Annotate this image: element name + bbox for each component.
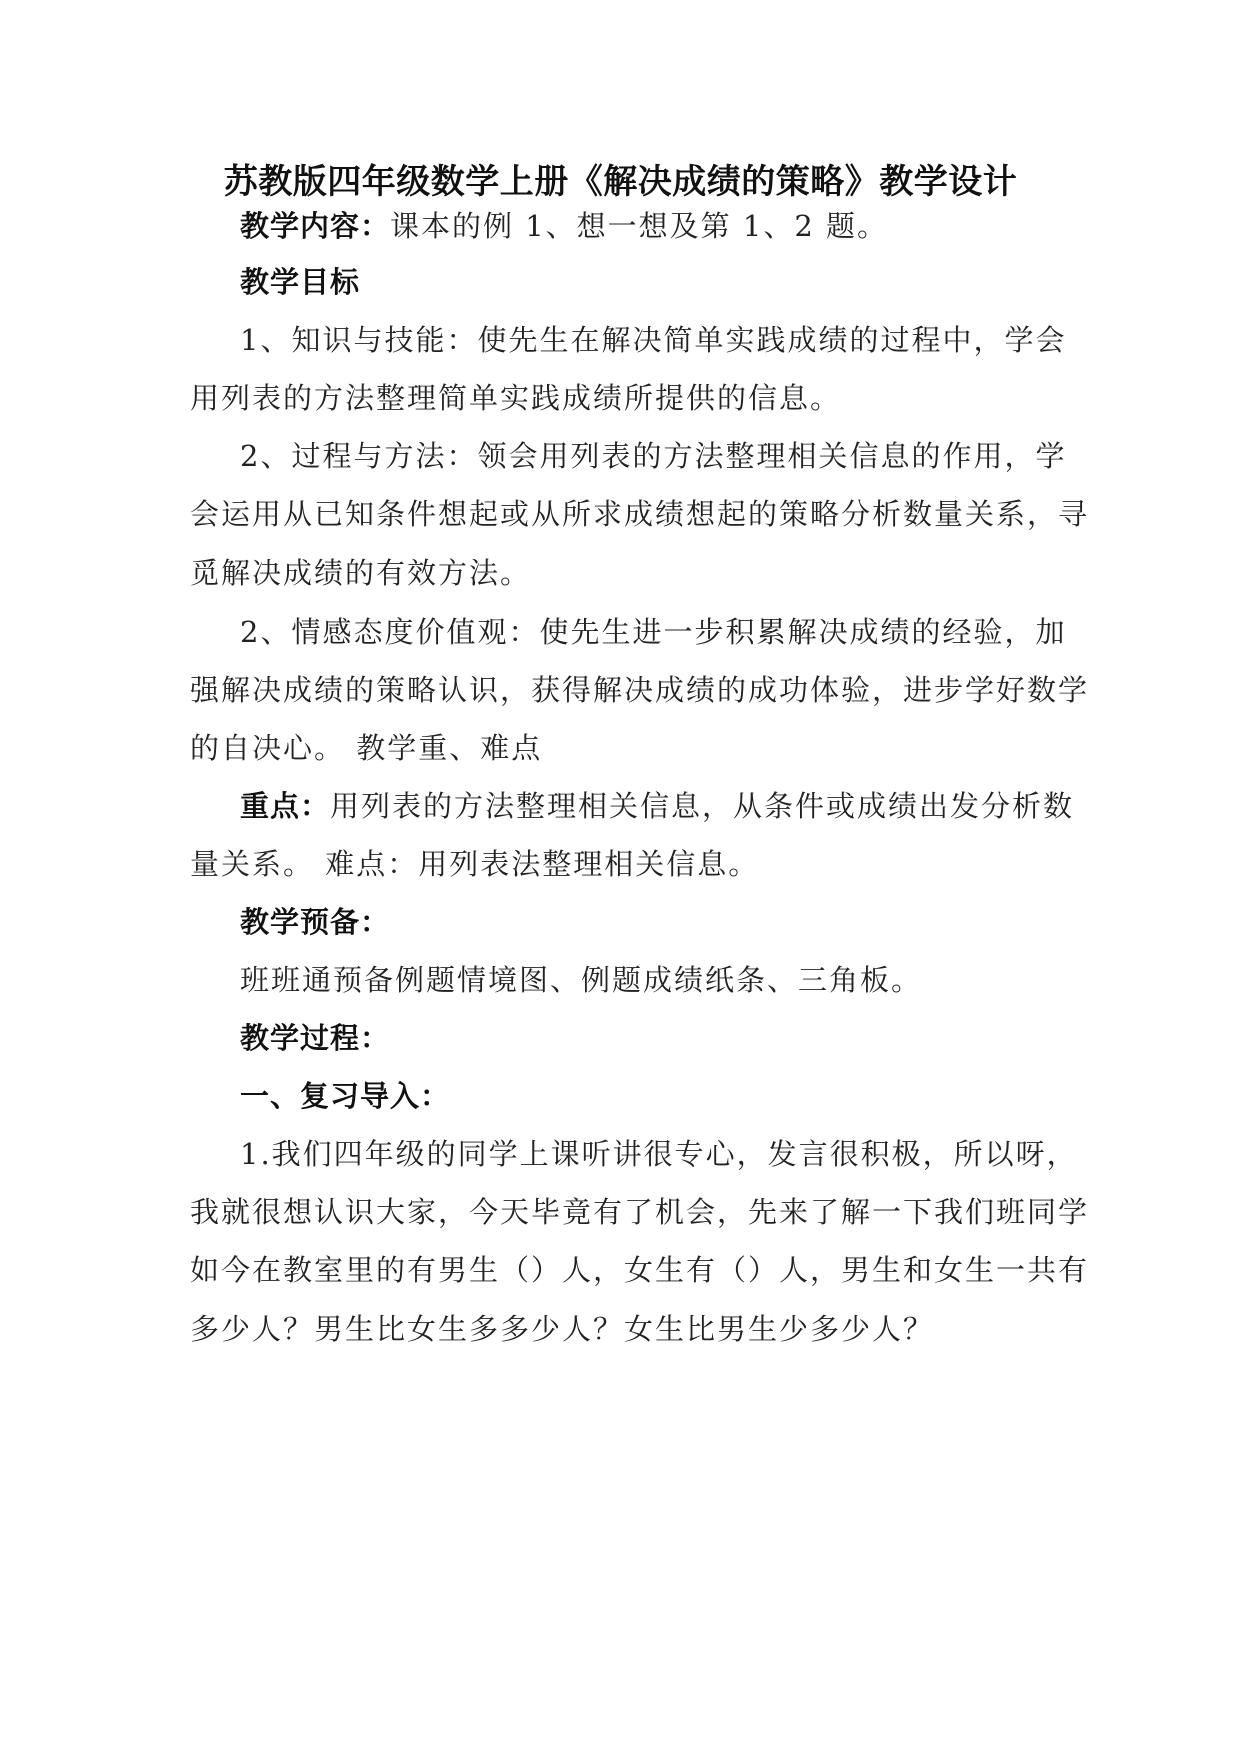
goal-1-line-1: 1、知识与技能：使先生在解决简单实践成绩的过程中，学会	[240, 323, 1067, 357]
goals-heading: 教学目标	[240, 265, 361, 299]
goal-2-line-1: 2、过程与方法：领会用列表的方法整理相关信息的作用，学	[240, 439, 1067, 473]
key-point-line-2: 量关系。 难点：用列表法整理相关信息。	[190, 847, 760, 881]
goal-2-line-3: 觅解决成绩的有效方法。	[190, 556, 532, 590]
teaching-content-label: 教学内容：	[240, 209, 391, 243]
key-point-label: 重点：	[240, 789, 331, 823]
paragraph-1-line-2: 我就很想认识大家，今天毕竟有了机会，先来了解一下我们班同学	[190, 1195, 1090, 1229]
teaching-content-line	[0, 206, 1241, 246]
document-title: 苏教版四年级数学上册《解决成绩的策略》教学设计	[223, 162, 1018, 202]
goal-3-line-1: 2、情感态度价值观：使先生进一步积累解决成绩的经验，加	[240, 615, 1067, 649]
paragraph-1-line-1: 1.我们四年级的同学上课听讲很专心，发言很积极，所以呀，	[240, 1137, 1078, 1171]
goal-2-line-2: 会运用从已知条件想起或从所求成绩想起的策略分析数量关系，寻	[190, 497, 1090, 531]
process-heading: 教学过程：	[240, 1021, 391, 1055]
section-1-heading: 一、复习导入：	[240, 1079, 451, 1113]
paragraph-1-line-3: 如今在教室里的有男生（）人，女生有（）人，男生和女生一共有	[190, 1253, 1090, 1287]
preparation-heading: 教学预备：	[240, 905, 391, 939]
goal-1-line-2: 用列表的方法整理简单实践成绩所提供的信息。	[190, 381, 842, 415]
paragraph-1-line-4: 多少人？男生比女生多多少人？女生比男生少多少人？	[190, 1312, 935, 1346]
goal-3-line-2: 强解决成绩的策略认识，获得解决成绩的成功体验，进步学好数学	[190, 673, 1090, 707]
preparation-text: 班班通预备例题情境图、例题成绩纸条、三角板。	[240, 963, 923, 997]
teaching-content-text: 课本的例 1、想一想及第 1、2 题。	[390, 209, 889, 243]
key-point-text: 用列表的方法整理相关信息，从条件或成绩出发分析数	[330, 789, 1075, 823]
key-point-line-1	[0, 786, 1241, 826]
goal-3-line-3: 的自决心。 教学重、难点	[190, 731, 543, 765]
